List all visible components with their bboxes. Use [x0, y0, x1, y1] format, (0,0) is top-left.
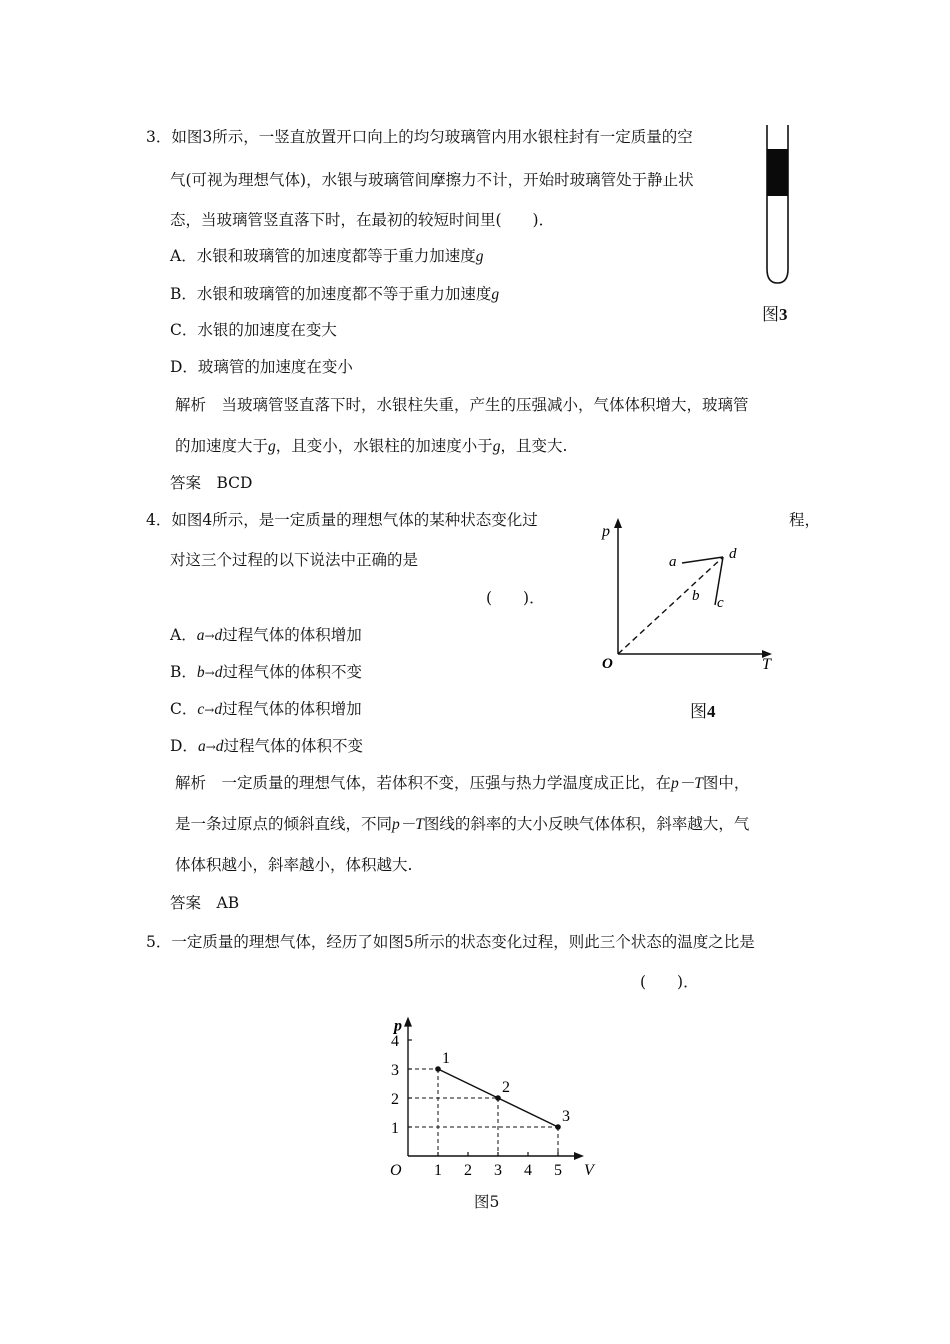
pt-diagram — [596, 512, 786, 672]
q3-analysis-line2: 的加速度大于g，且变小，水银柱的加速度小于g，且变大. — [175, 437, 568, 455]
q3-option-d: D．玻璃管的加速度在变小 — [170, 358, 353, 376]
q4-answer: 答案 AB — [170, 894, 240, 912]
state-point-2 — [495, 1095, 501, 1101]
point-a-label: a — [669, 554, 677, 570]
q4-stem-line1: 4．如图4所示，是一定质量的理想气体的某种状态变化过 — [146, 511, 538, 529]
y-tick-label: 4 — [391, 1033, 399, 1050]
q4-stem-tail: 程， — [789, 511, 821, 529]
q4-analysis-line2: 是一条过原点的倾斜直线，不同p－T图线的斜率的大小反映气体体积，斜率越大，气 — [175, 815, 750, 833]
q4-option-c: C．c→d过程气体的体积增加 — [170, 700, 362, 718]
mercury-column — [767, 149, 788, 196]
state-point-3 — [555, 1124, 561, 1130]
point-b-label: b — [692, 588, 700, 604]
q4-option-a: A．a→d过程气体的体积增加 — [170, 626, 362, 644]
q4-stem-line2: 对这三个过程的以下说法中正确的是 — [170, 551, 419, 569]
y-tick-label: 1 — [391, 1120, 399, 1137]
q3-answer: 答案 BCD — [170, 474, 253, 492]
origin-label: O — [390, 1162, 402, 1179]
q4-bracket: ( )． — [486, 589, 545, 607]
process-segment — [498, 1098, 558, 1127]
q3-stem-line3: 态，当玻璃管竖直落下时，在最初的较短时间里( )． — [170, 211, 555, 229]
q4-option-b: B．b→d过程气体的体积不变 — [170, 663, 362, 681]
figure-5-caption: 图5 — [474, 1193, 500, 1211]
state-point-label-2: 2 — [502, 1079, 510, 1096]
state-point-label-3: 3 — [562, 1108, 570, 1125]
q4-analysis-line3: 体体积越小，斜率越小，体积越大. — [175, 856, 413, 874]
x-tick-label: 5 — [554, 1162, 562, 1179]
q3-stem-line1: 3．如图3所示，一竖直放置开口向上的均匀玻璃管内用水银柱封有一定质量的空 — [146, 128, 693, 146]
q5-bracket: ( )． — [640, 973, 699, 991]
y-tick-label: 3 — [391, 1062, 399, 1079]
figure-3-caption: 图3 — [762, 305, 788, 325]
x-tick-label: 4 — [524, 1162, 532, 1179]
point-d-label: d — [729, 546, 737, 562]
q4-analysis-line1: 解析 一定质量的理想气体，若体积不变，压强与热力学温度成正比，在p－T图中， — [175, 774, 750, 792]
y-axis-arrow — [404, 1017, 412, 1027]
q3-analysis-line1: 解析 当玻璃管竖直落下时，水银柱失重，产生的压强减小，气体体积增大，玻璃管 — [175, 396, 749, 414]
test-tube-figure — [758, 125, 798, 285]
origin-label: O — [602, 656, 613, 672]
x-tick-label: 2 — [464, 1162, 472, 1179]
q5-stem: 5．一定质量的理想气体，经历了如图5所示的状态变化过程，则此三个状态的温度之比是 — [146, 933, 755, 951]
q4-option-d: D．a→d过程气体的体积不变 — [170, 737, 364, 755]
q3-option-c: C．水银的加速度在变大 — [170, 321, 337, 339]
x-tick-label: 1 — [434, 1162, 442, 1179]
y-tick-label: 2 — [391, 1091, 399, 1108]
axis-y-label: p — [394, 1017, 402, 1035]
figure-4-caption: 图4 — [690, 702, 716, 722]
x-tick-label: 3 — [494, 1162, 502, 1179]
axis-x-label: V — [584, 1162, 594, 1179]
q3-stem-line2: 气(可视为理想气体)，水银与玻璃管间摩擦力不计，开始时玻璃管处于静止状 — [170, 171, 694, 189]
q3-option-b: B．水银和玻璃管的加速度都不等于重力加速度g — [170, 285, 500, 303]
axis-x-label: T — [762, 656, 771, 673]
axis-y-label: p — [602, 523, 610, 540]
x-axis-arrow — [574, 1152, 584, 1160]
state-point-1 — [435, 1066, 441, 1072]
pv-chart — [380, 1000, 600, 1190]
state-point-label-1: 1 — [442, 1050, 450, 1067]
process-segment — [438, 1069, 498, 1098]
point-c-label: c — [717, 595, 724, 611]
q3-option-a: A．水银和玻璃管的加速度都等于重力加速度g — [170, 247, 484, 265]
